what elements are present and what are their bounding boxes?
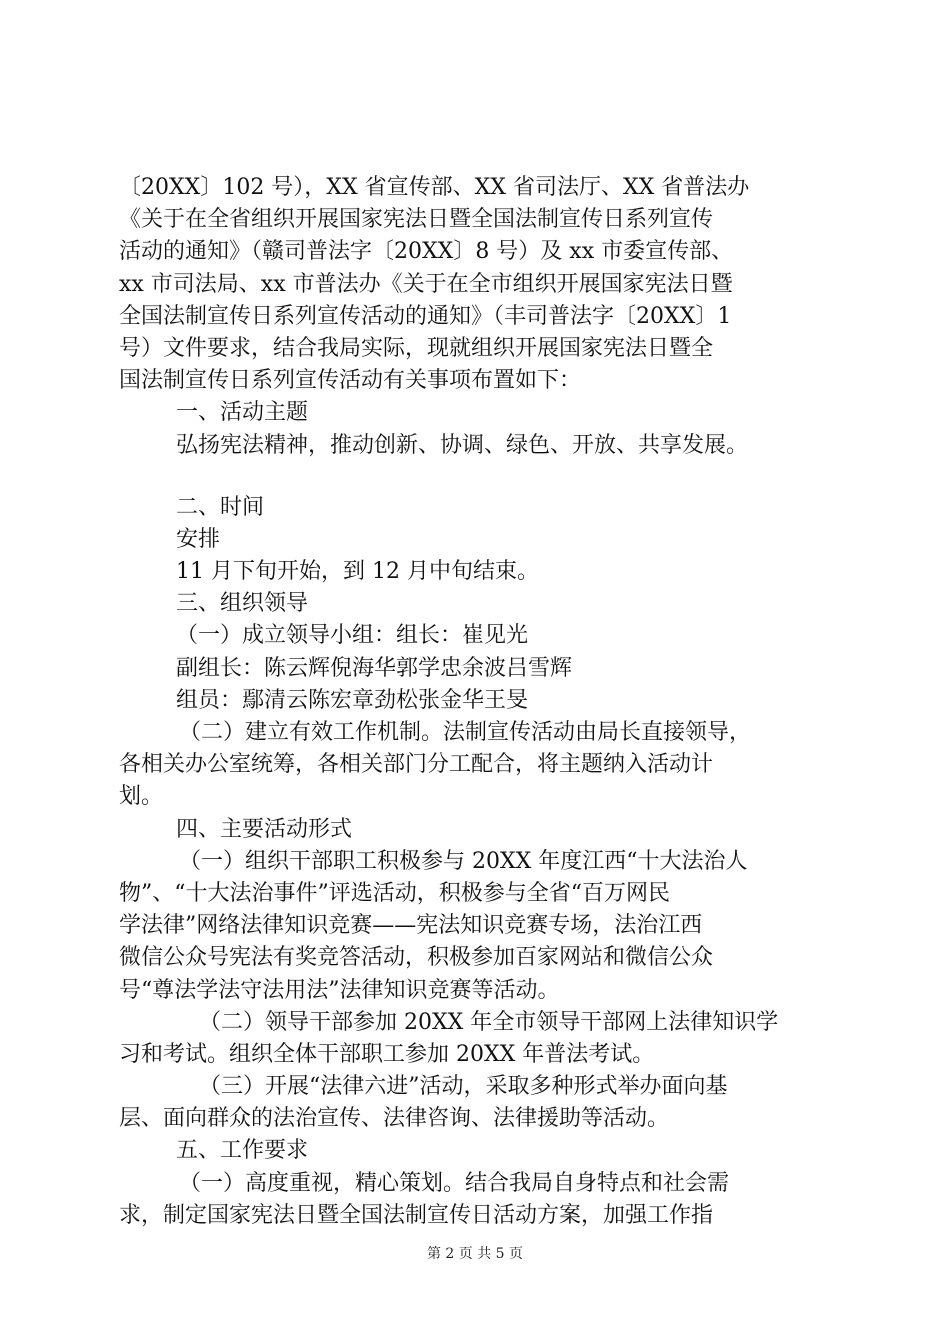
- page-footer: 第 2 页 共 5 页: [426, 1246, 524, 1262]
- section-heading: 二、时间: [176, 494, 265, 520]
- text-line: 习和考试。组织全体干部职工参加 20XX 年普法考试。: [119, 1041, 655, 1067]
- blank-gap: [119, 462, 839, 492]
- text-line: 物”、“十大法治事件”评选活动，积极参与全省“百万网民: [119, 880, 670, 906]
- section-heading: 五、工作要求: [176, 1138, 309, 1164]
- text-line: 学法律”网络法律知识竞赛——宪法知识竞赛专场，法治江西: [119, 913, 703, 939]
- text-line: 活动的通知》（赣司普法字〔20XX〕8 号）及 xx 市委宣传部、: [119, 239, 734, 265]
- text-line: 号“尊法学法守法用法”法律知识竞赛等活动。: [119, 977, 560, 1003]
- text-line: 各相关办公室统筹，各相关部门分工配合，将主题纳入活动计: [119, 752, 714, 778]
- text-line: 层、面向群众的法治宣传、法律咨询、法律援助等活动。: [119, 1106, 670, 1132]
- document-body: [119, 172, 839, 1232]
- text-line: 副组长：陈云辉倪海华郭学忠余波吕雪辉: [176, 655, 573, 681]
- text-line: 《关于在全省组织开展国家宪法日暨全国法制宣传日系列宣传: [119, 207, 714, 233]
- text-line: （二）建立有效工作机制。法制宣传活动由局长直接领导，: [179, 720, 752, 745]
- text-line: （一）组织干部职工积极参与 20XX 年度江西“十大法治人: [179, 848, 748, 874]
- text-line: 国法制宣传日系列宣传活动有关事项布置如下：: [119, 368, 582, 394]
- text-line: 安排: [176, 526, 221, 552]
- text-line: 组员：鄢清云陈宏章劲松张金华王旻: [176, 687, 529, 713]
- text-line: xx 市司法局、xx 市普法办《关于在全市组织开展国家宪法日暨: [119, 271, 733, 297]
- text-line: 划。: [119, 784, 164, 810]
- text-line: （一）成立领导小组：组长：崔见光: [176, 623, 529, 649]
- text-line: 全国法制宣传日系列宣传活动的通知》（丰司普法字〔20XX〕1: [119, 303, 732, 329]
- text-line: 弘扬宪法精神，推动创新、协调、绿色、开放、共享发展。: [176, 432, 749, 458]
- text-line: （二）领导干部参加 20XX 年全市领导干部网上法律知识学: [199, 1009, 779, 1035]
- text-line: 11 月下旬开始，到 12 月中旬结束。: [176, 559, 539, 585]
- text-line: （三）开展“法律六进”活动，采取多种形式举办面向基: [199, 1074, 728, 1100]
- text-line: （一）高度重视，精心策划。结合我局自身特点和社会需: [179, 1170, 730, 1196]
- section-heading: 一、活动主题: [176, 400, 309, 426]
- text-line: 微信公众号宪法有奖竞答活动，积极参加百家网站和微信公众: [119, 945, 714, 971]
- section-heading: 四、主要活动形式: [176, 816, 353, 842]
- section-heading: 三、组织领导: [176, 591, 309, 617]
- text-line: 〔20XX〕102 号），XX 省宣传部、XX 省司法厅、XX 省普法办: [119, 175, 750, 200]
- text-line: 号）文件要求，结合我局实际，现就组织开展国家宪法日暨全: [119, 335, 714, 361]
- text-line: 求，制定国家宪法日暨全国法制宣传日活动方案，加强工作指: [119, 1202, 714, 1228]
